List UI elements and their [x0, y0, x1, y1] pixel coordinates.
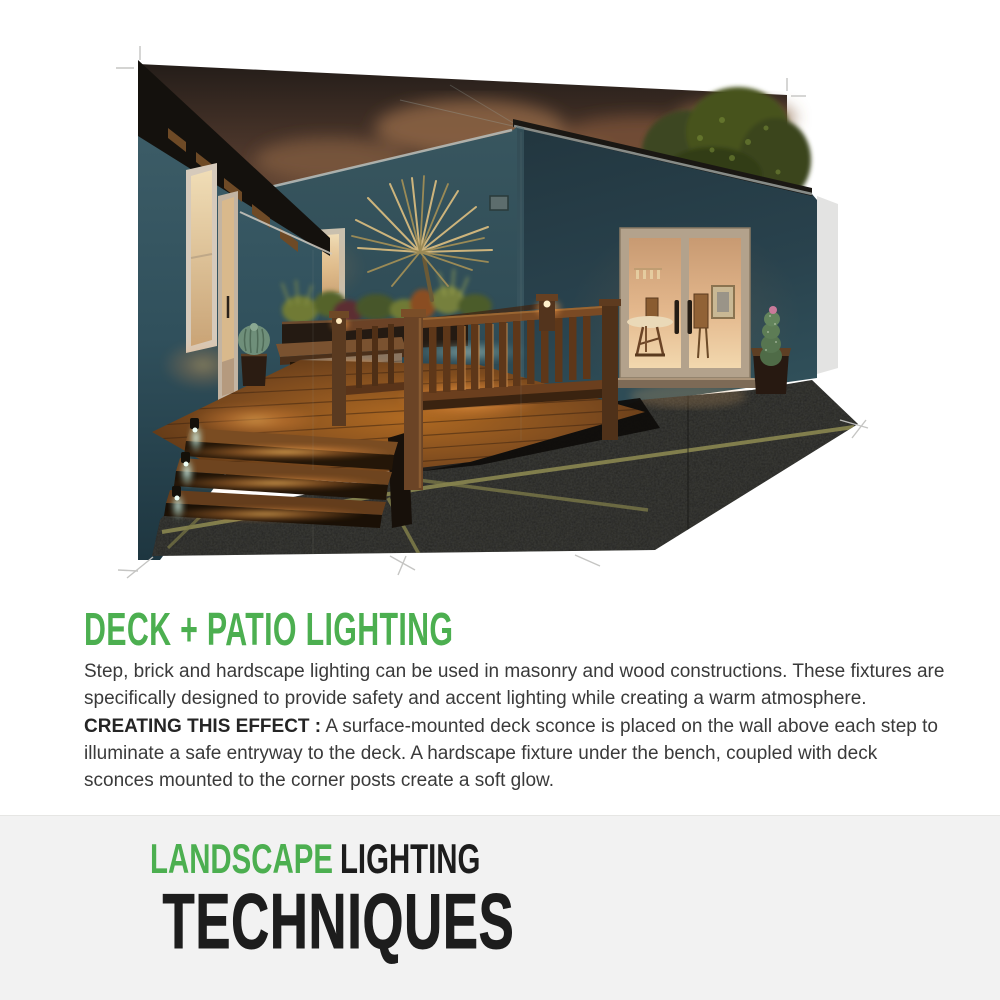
dining-table — [627, 316, 673, 328]
deck-sconce-light — [336, 318, 342, 324]
gray-panel — [817, 196, 838, 374]
chair — [694, 294, 708, 328]
effect-paragraph — [84, 713, 946, 794]
door-handle — [688, 300, 693, 334]
french-doors — [612, 228, 758, 388]
glass-door — [218, 191, 238, 406]
door-handle — [675, 300, 680, 334]
brand-word-landscape: LANDSCAPE — [150, 835, 333, 882]
intro-paragraph: Step, brick and hardscape lighting can be used in masonry and wood constructions. These fixtures are specifically designed to provide safety and accent lighting while creating a warm atmosphere. — [84, 661, 945, 709]
section-title: DECK + PATIO LIGHTING — [84, 603, 454, 655]
brand-word-lighting: LIGHTING — [339, 835, 481, 882]
brand-line — [150, 836, 850, 882]
railing-post — [599, 299, 621, 440]
cactus-flower — [769, 306, 777, 314]
brand-title: TECHNIQUES — [162, 877, 515, 965]
effect-label: CREATING THIS EFFECT : — [84, 716, 322, 737]
effect-text: A surface-mounted deck sconce is placed on the wall above each step to illuminate a safe entryway to the deck. A hardscape fixture under the bench, coupled with deck sconces mounted to the corner posts create a soft glow. — [84, 716, 938, 791]
deck-sconce-light — [544, 301, 551, 308]
gable-vent — [490, 196, 508, 210]
barrel-cactus-planter — [238, 323, 270, 386]
railing-post — [401, 309, 426, 490]
